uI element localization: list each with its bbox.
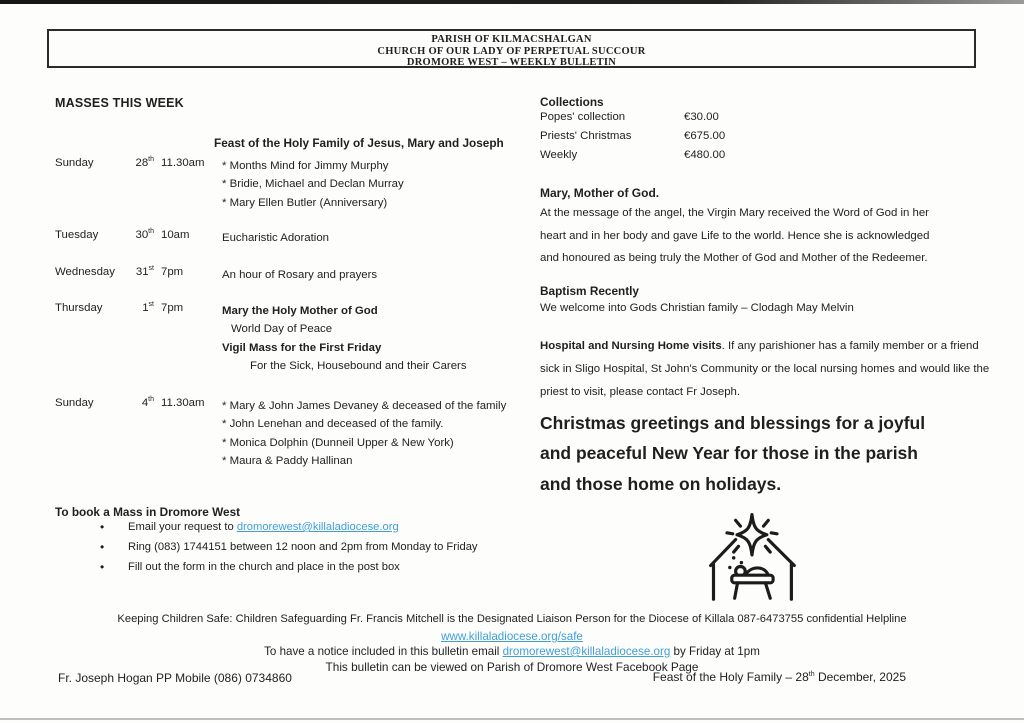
bullet-text: Ring (083) 1744151 between 12 noon and 2pm from Monday to Friday [128, 541, 478, 553]
mass-intention: * Months Mind for Jimmy Murphy [222, 160, 389, 172]
mass-date: 1st [142, 301, 154, 314]
mass-feast-line: Mary the Holy Mother of God [222, 305, 378, 317]
safeguarding-notice: Keeping Children Safe: Children Safeguarding Fr. Francis Mitchell is the Designated Liaison Person for the Diocese of Killala 087-6473755 confidential Helpline [117, 613, 907, 625]
collection-label: Weekly [540, 149, 578, 161]
collection-label: Priests' Christmas [540, 130, 632, 142]
safeguarding-link-line [0, 630, 1024, 643]
mass-time: 10am [161, 229, 190, 241]
date-ordinal: th [148, 396, 154, 404]
booking-bullet-phone [98, 541, 528, 553]
mass-time: 11.30am [161, 397, 205, 409]
scan-edge-top [0, 0, 1024, 4]
mass-date: 30th [135, 228, 154, 241]
bullet-text: Email your request to dromorewest@killaladiocese.org [128, 521, 399, 533]
mary-heading: Mary, Mother of God. [540, 186, 660, 200]
mass-intention: * Bridie, Michael and Declan Murray [222, 178, 404, 191]
booking-bullet-email [98, 521, 528, 533]
hospital-paragraph [540, 335, 1000, 404]
booking-heading: To book a Mass in Dromore West [55, 505, 241, 519]
mass-day: Wednesday [55, 266, 115, 278]
date-ordinal: th [148, 228, 154, 236]
mass-date: 31st [135, 265, 154, 278]
baptism-text: We welcome into Gods Christian family – Clodagh May Melvin [540, 302, 854, 314]
mass-intentions [222, 157, 527, 212]
mass-day: Sunday [55, 397, 94, 409]
paragraph-line: Hospital and Nursing Home visits. If any parishioner has a family member or a friend [540, 340, 979, 352]
mass-date: 28th [135, 156, 154, 169]
mass-intention: * Maura & Paddy Hallinan [222, 455, 353, 468]
feast-date: Feast of the Holy Family – 28th December, 2025 [652, 670, 906, 684]
collections-heading: Collections [540, 95, 604, 109]
mass-intention: * John Lenehan and deceased of the family. [222, 418, 444, 431]
date-ordinal: th [148, 156, 154, 164]
scan-edge-bottom [0, 718, 1024, 720]
bulletin-header-box [47, 29, 976, 68]
mass-intention: * Mary & John James Devaney & deceased of the family [222, 400, 507, 412]
feast-heading: Feast of the Holy Family of Jesus, Mary and Joseph [214, 136, 504, 150]
bullet-icon: • [100, 520, 105, 534]
mass-feast-line: Vigil Mass for the First Friday [222, 341, 382, 354]
bullet-icon: • [100, 560, 105, 574]
priest-contact: Fr. Joseph Hogan PP Mobile (086) 0734860 [58, 671, 292, 685]
christmas-greeting [540, 408, 990, 499]
church-name: CHURCH OF OUR LADY OF PERPETUAL SUCCOUR [377, 45, 646, 57]
paragraph-line: sick in Sligo Hospital, St John's Community or the local nursing homes and would like the [540, 363, 990, 375]
date-ordinal: st [148, 265, 154, 273]
paragraph-line: heart and in her body and gave Life to the world. Hence she is acknowledged [540, 229, 930, 242]
mass-date: 4th [141, 396, 154, 409]
mass-intentions [222, 229, 527, 247]
mass-intentions [222, 397, 527, 471]
mass-time: 11.30am [161, 157, 205, 169]
greeting-line: and peaceful New Year for those in the parish [540, 443, 918, 464]
collection-amount: €30.00 [684, 111, 719, 123]
masses-this-week-heading: MASSES THIS WEEK [55, 96, 184, 110]
baptism-heading: Baptism Recently [540, 284, 639, 298]
date-ordinal: th [808, 671, 815, 678]
hospital-lead: Hospital and Nursing Home visits [540, 340, 722, 352]
collection-label: Popes' collection [540, 111, 626, 123]
bulletin-title: DROMORE WEST – WEEKLY BULLETIN [406, 57, 617, 68]
mass-time: 7pm [161, 266, 184, 278]
mass-day: Thursday [55, 302, 103, 314]
paragraph-line: priest to visit, please contact Fr Joseph. [540, 386, 741, 398]
parish-name: PARISH OF KILMACSHALGAN [431, 34, 592, 45]
nativity-icon [701, 506, 801, 602]
collection-amount: €480.00 [684, 149, 726, 161]
paragraph-line: and honoured as being truly the Mother of God and Mother of the Redeemer. [540, 252, 928, 265]
bullet-icon: • [100, 540, 105, 554]
mass-intentions [222, 266, 527, 284]
booking-email-link[interactable]: dromorewest@killaladiocese.org [236, 521, 399, 533]
greeting-line: and those home on holidays. [540, 473, 782, 494]
mass-intentions [222, 302, 527, 376]
bulletin-email-link[interactable]: dromorewest@killaladiocese.org [502, 645, 671, 658]
greeting-line: Christmas greetings and blessings for a joyful [540, 413, 926, 433]
date-ordinal: st [148, 301, 154, 309]
bullet-text: Fill out the form in the church and place in the post box [128, 561, 400, 573]
mass-intention: * Monica Dolphin (Dunneil Upper & New York) [222, 436, 454, 449]
mass-intention: * Mary Ellen Butler (Anniversary) [222, 196, 388, 209]
mass-day: Sunday [55, 157, 94, 169]
facebook-notice: This bulletin can be viewed on Parish of Dromore West Facebook Page [325, 660, 699, 674]
mass-day: Tuesday [55, 229, 99, 241]
mass-intention: Eucharistic Adoration [222, 232, 330, 244]
mass-intention: An hour of Rosary and prayers [222, 269, 378, 281]
booking-bullet-form [98, 561, 528, 573]
mary-paragraph [540, 202, 1000, 270]
collection-amount: €675.00 [684, 130, 726, 142]
mass-time: 7pm [161, 302, 184, 314]
notice-submission-line: To have a notice included in this bulletin email dromorewest@killaladiocese.org by Friday at 1pm [264, 645, 760, 658]
safe-website-link[interactable]: www.killaladiocese.org/safe [441, 630, 583, 643]
mass-intention: For the Sick, Housebound and their Carers [250, 360, 467, 373]
paragraph-line: At the message of the angel, the Virgin Mary received the Word of God in her [540, 207, 929, 219]
mass-intention: World Day of Peace [231, 323, 333, 336]
